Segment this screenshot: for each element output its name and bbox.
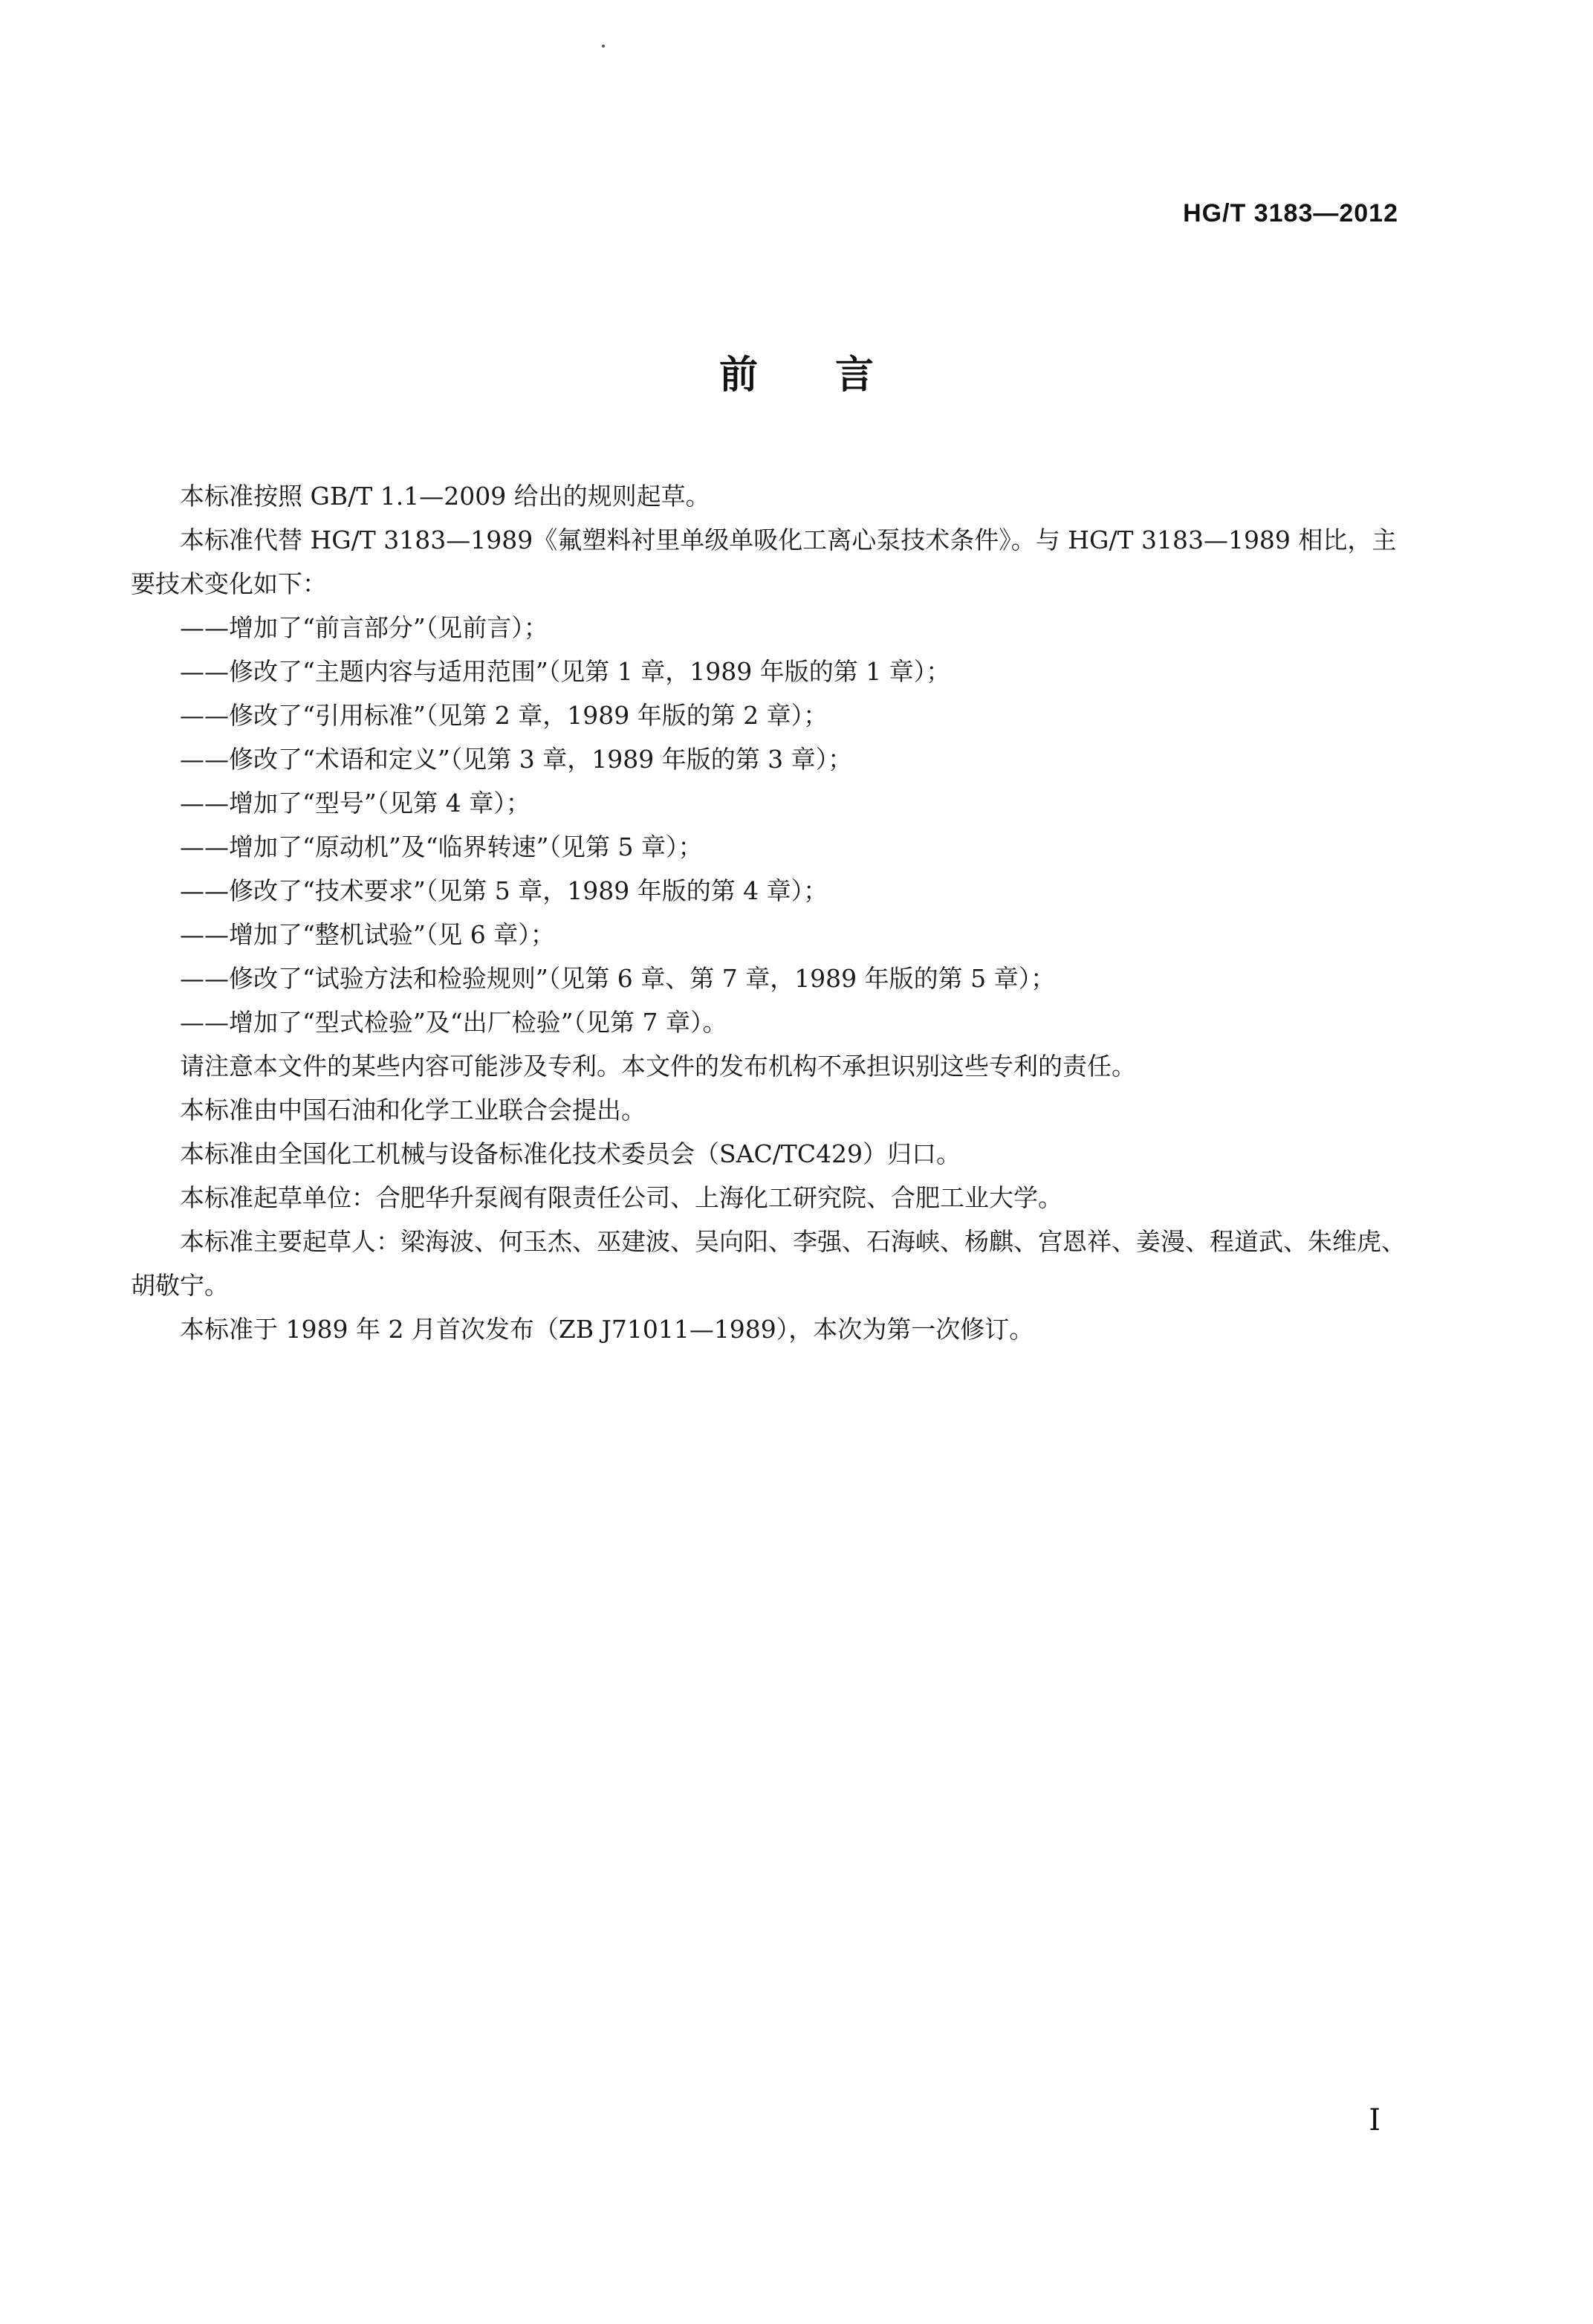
change-item: ——修改了“主题内容与适用范围”（见第 1 章，1989 年版的第 1 章）； bbox=[180, 657, 951, 686]
paragraph-committee: 本标准由全国化工机械与设备标准化技术委员会（SAC/TC429）归口。 bbox=[180, 1139, 961, 1168]
change-item: ——增加了“整机试验”（见 6 章）； bbox=[180, 920, 555, 949]
document-code: HG/T 3183—2012 bbox=[1183, 199, 1398, 227]
change-item: ——增加了“原动机”及“临界转速”（见第 5 章）； bbox=[180, 832, 703, 861]
paragraph-replaces: 本标准代替 HG/T 3183—1989《氟塑料衬里单级单吸化工离心泵技术条件》。与 HG/T 3183—1989 相比，主要技术变化如下： bbox=[131, 525, 1397, 598]
change-item: ——修改了“技术要求”（见第 5 章，1989 年版的第 4 章）； bbox=[180, 876, 828, 905]
change-item: ——修改了“术语和定义”（见第 3 章，1989 年版的第 3 章）； bbox=[180, 745, 853, 774]
change-item: ——增加了“型号”（见第 4 章）； bbox=[180, 789, 531, 818]
paragraph-drafters: 本标准主要起草人：梁海波、何玉杰、巫建波、吴向阳、李强、石海峡、杨麒、宫恩祥、姜漫、程道武、朱维虎、胡敬宁。 bbox=[131, 1227, 1406, 1300]
paragraph-patent-notice: 请注意本文件的某些内容可能涉及专利。本文件的发布机构不承担识别这些专利的责任。 bbox=[180, 1052, 1136, 1081]
change-item: ——修改了“引用标准”（见第 2 章，1989 年版的第 2 章）； bbox=[180, 701, 828, 730]
foreword-body bbox=[131, 474, 1406, 1351]
paragraph-drafting-rules: 本标准按照 GB/T 1.1—2009 给出的规则起草。 bbox=[180, 482, 710, 511]
change-item: ——修改了“试验方法和检验规则”（见第 6 章、第 7 章，1989 年版的第 5 章）； bbox=[180, 964, 1056, 993]
page-number: I bbox=[1369, 2103, 1381, 2137]
paragraph-proposer: 本标准由中国石油和化学工业联合会提出。 bbox=[180, 1095, 646, 1124]
paragraph-history: 本标准于 1989 年 2 月首次发布（ZB J71011—1989），本次为第一次修订。 bbox=[180, 1315, 1034, 1344]
paragraph-drafting-units: 本标准起草单位：合肥华升泵阀有限责任公司、上海化工研究院、合肥工业大学。 bbox=[180, 1183, 1062, 1212]
change-item: ——增加了“型式检验”及“出厂检验”（见第 7 章）。 bbox=[180, 1008, 727, 1037]
change-item: ——增加了“前言部分”（见前言）； bbox=[180, 613, 548, 642]
scan-artifact bbox=[602, 45, 605, 48]
page-title: 前言 bbox=[718, 353, 951, 398]
